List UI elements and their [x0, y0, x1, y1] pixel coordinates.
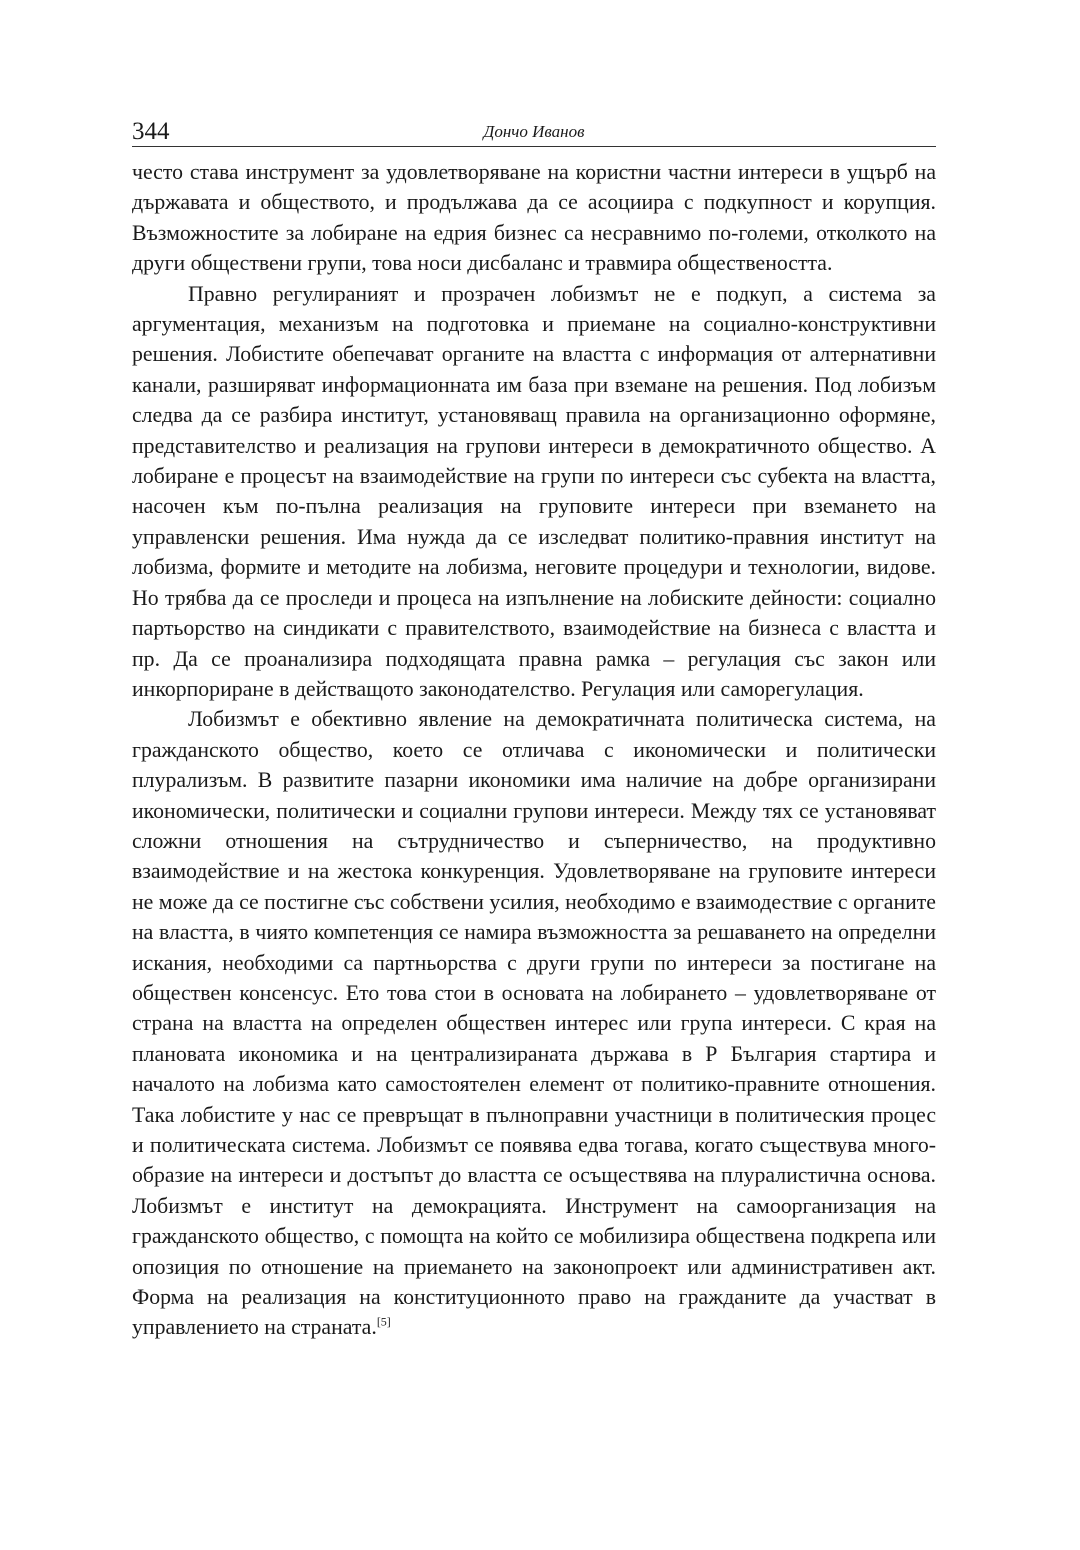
document-page — [132, 110, 936, 1343]
running-title: Дончо Иванов — [483, 122, 585, 141]
footnote-reference[interactable]: [5] — [376, 1315, 391, 1330]
running-header — [132, 110, 936, 147]
paragraph-1 — [132, 157, 936, 279]
paragraph-1-text: често става инструмент за удовлетворяване на користни частни интереси в ущърб на държавата и обществото, и продължава да се асоциира с подкупност и корупция. Възможностите за лобиране на едрия бизнес са несравнимо по-големи, отколкото на други обществени групи, това носи дисбаланс и травмира обществеността. — [132, 160, 936, 276]
page-number: 344 — [132, 118, 170, 145]
paragraph-2-text: Правно регулираният и прозрачен лобизмът не е подкуп, а система за аргументация, механизъм на подготовка и приемане на социално-конструктивни решения. Лобистите обепечават органите на властта с информация от алтернативни канали, разширяват информационната им база при вземане на решения. Под лобизъм следва да се разбира институт, установяващ правила на организационно оформяне, представителство и реализация на групови интереси в демократичното общество. А лобиране е процесът на взаимодействие на групи по интереси със субекта на властта, насочен към по-пълна реализация на груповите интереси при вземането на управленски решения. Има нужда да се изследват политико-правния институт на лобизма, формите и методите на лобизма, неговите процедури и технологии, видове. Но трябва да се проследи и процеса на изпълнение на лобиските дейности: социално партьорство на синдикати с правителството, взаимодействие на бизнеса с властта и пр. Да се проанализира подходящата правна рамка – регулация със закон или инкорпориране в действащото законодателство. Регулация или саморегулация. — [132, 281, 936, 701]
body-text — [132, 157, 936, 1343]
paragraph-2 — [132, 279, 936, 705]
paragraph-3 — [132, 704, 936, 1343]
paragraph-3-text: Лобизмът е обективно явление на демократичната политическа система, на гражданското общество, което се отличава с икономически и политически плурализъм. В развитите пазарни икономики има наличие на добре организирани икономически, политически и социални групови интереси. Между тях се установяват сложни отношения на сътрудничество и съперничество, на продуктивно взаимодействие и на жестока конкуренция. Удовлетворяване на груповите интереси не може да се постигне със собствени усилия, необходимо е взаимодествие с органите на властта, в чиято компетенция се намира възможността за решаването на определни искания, необходими са партньорства с други групи по интереси за постигане на обществен консенсус. Ето това стои в основата на лобирането – удовлетворяване от страна на властта на определен обществен интерес или група интереси. С края на плановата икономика и на централизираната държава в Р България стартира и началото на лобизма като самостоятелен елемент от политико-правните отношения. Така лобистите у нас се превръщат в пълноправни участници в политическия процес и политическата система. Лобизмът се появява едва тогава, когато съществува многообразие на интереси и достъпът до властта се осъществява на плуралистична основа. Лобизмът е институт на демокрацията. Инструмент на самоорганизация на гражданското общество, с помощта на който се мобилизира обществена подкрепа или опозиция по отношение на приемането на законопроект или административен акт. Форма на реализация на конституционното право на гражданите да участват в управлението на страната. — [132, 707, 936, 1340]
